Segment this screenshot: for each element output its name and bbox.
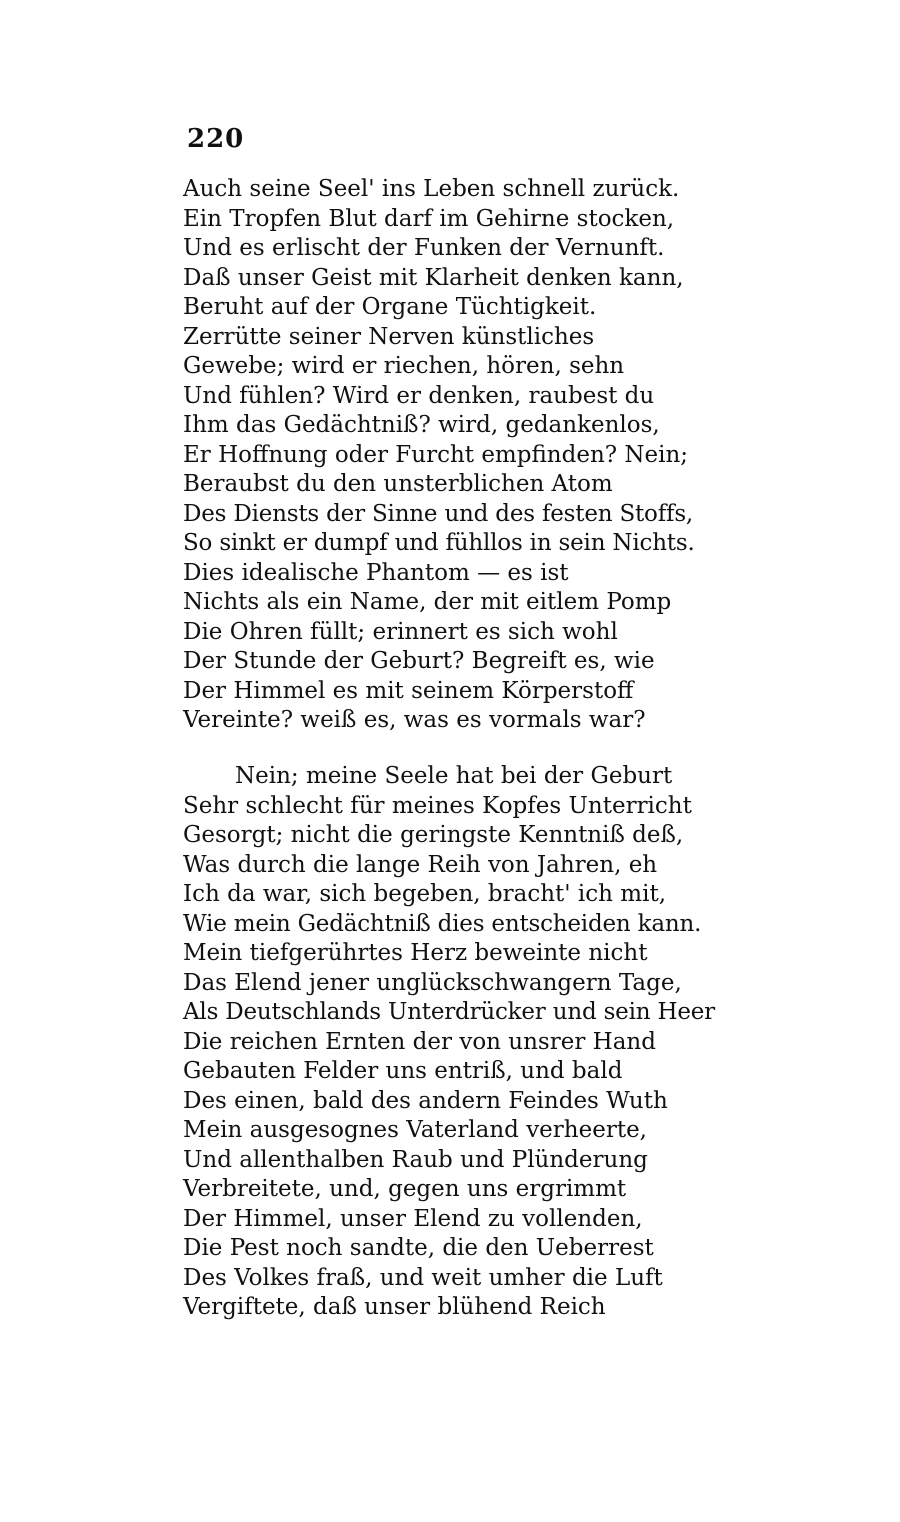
verse-line: Als Deutschlands Unterdrücker und sein Heer <box>183 999 715 1025</box>
verse-line: Gesorgt; nicht die geringste Kenntniß deß, <box>183 822 684 848</box>
verse-line: Die Pest noch sandte, die den Ueberrest <box>183 1235 654 1261</box>
verse-line: Zerrütte seiner Nerven künstliches <box>183 323 595 350</box>
verse-line: Die reichen Ernten der von unsrer Hand <box>183 1028 656 1055</box>
verse-line: Wie mein Gedächtniß dies entscheiden kann. <box>183 910 702 937</box>
verse-line: Ich da war, sich begeben, bracht' ich mit, <box>183 881 667 907</box>
stanza-2 <box>183 762 715 1323</box>
verse-line: Und fühlen? Wird er denken, raubest du <box>183 382 655 409</box>
verse-line: Der Himmel es mit seinem Körperstoff <box>183 677 634 704</box>
verse-line: Das Elend jener unglückschwangern Tage, <box>183 969 682 996</box>
verse-line: Des Diensts der Sinne und des festen Stoffs, <box>183 500 694 527</box>
verse-line: Beraubst du den unsterblichen Atom <box>183 471 613 497</box>
verse-line: Mein ausgesognes Vaterland verheerte, <box>183 1117 647 1143</box>
verse-line: Gewebe; wird er riechen, hören, sehn <box>183 353 625 379</box>
verse-line: Und es erlischt der Funken der Vernunft. <box>183 235 665 261</box>
verse-line: Er Hoffnung oder Furcht empfinden? Nein; <box>183 441 689 468</box>
verse-line: Der Stunde der Geburt? Begreift es, wie <box>183 648 655 674</box>
verse-line: So sinkt er dumpf und fühllos in sein Nichts. <box>183 530 695 556</box>
verse-line: Und allenthalben Raub und Plünderung <box>183 1146 648 1173</box>
verse-line: Nein; meine Seele hat bei der Geburt <box>235 763 673 789</box>
verse-line: Vereinte? weiß es, was es vormals war? <box>183 707 646 733</box>
verse-line: Sehr schlecht für meines Kopfes Unterricht <box>183 792 692 819</box>
stanza-1 <box>183 175 695 736</box>
verse-line: Der Himmel, unser Elend zu vollenden, <box>183 1205 643 1232</box>
verse-line: Was durch die lange Reih von Jahren, eh <box>183 851 658 878</box>
verse-line: Ihm das Gedächtniß? wird, gedankenlos, <box>183 412 660 438</box>
verse-line: Verbreitete, und, gegen uns ergrimmt <box>183 1176 627 1202</box>
verse-line: Dies idealische Phantom — es ist <box>183 559 569 586</box>
page-number: 220 <box>187 124 245 154</box>
verse-line: Vergiftete, daß unser blühend Reich <box>183 1294 606 1320</box>
verse-line: Nichts als ein Name, der mit eitlem Pomp <box>183 589 672 615</box>
verse-line: Beruht auf der Organe Tüchtigkeit. <box>183 294 597 320</box>
verse-line: Des einen, bald des andern Feindes Wuth <box>183 1087 668 1114</box>
verse-line: Ein Tropfen Blut darf im Gehirne stocken, <box>183 205 675 232</box>
verse-line: Daß unser Geist mit Klarheit denken kann, <box>183 264 684 291</box>
verse-line: Des Volkes fraß, und weit umher die Luft <box>183 1264 663 1291</box>
verse-line: Auch seine Seel' ins Leben schnell zurück. <box>183 176 680 202</box>
verse-line: Gebauten Felder uns entriß, und bald <box>183 1058 623 1084</box>
verse-line: Die Ohren füllt; erinnert es sich wohl <box>183 618 618 645</box>
verse-line: Mein tiefgerührtes Herz beweinte nicht <box>183 940 648 966</box>
